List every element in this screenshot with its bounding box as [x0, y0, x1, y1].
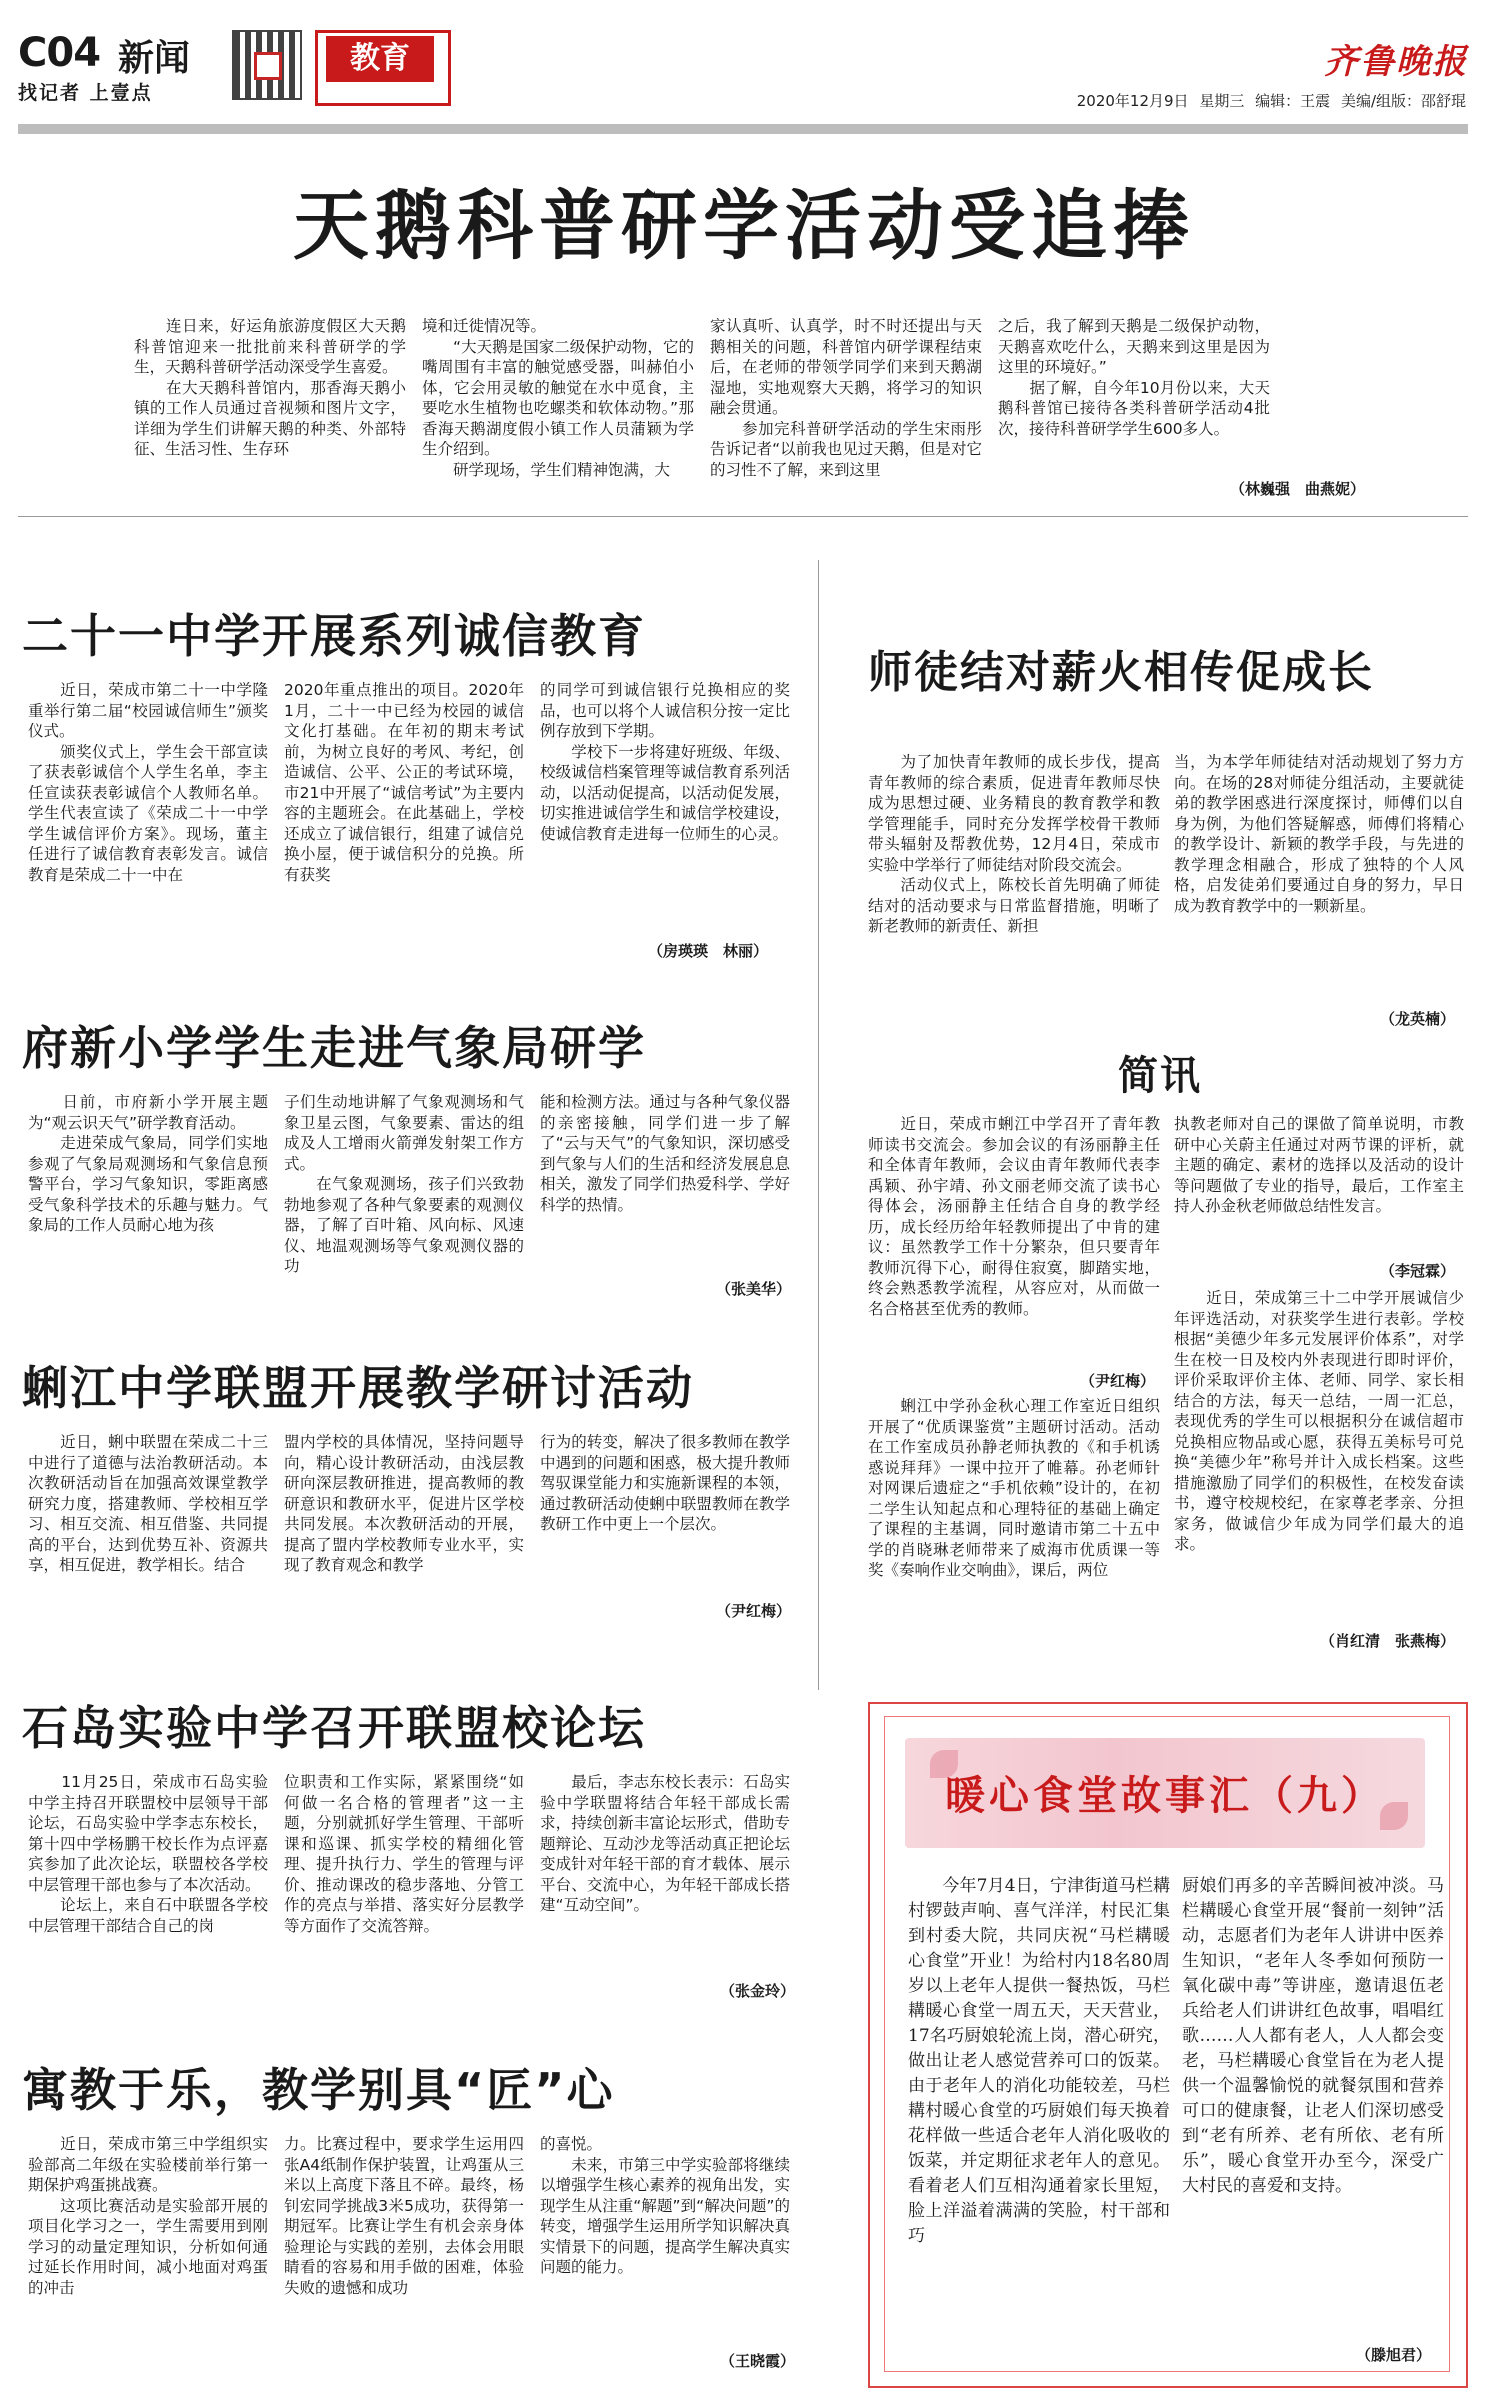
lead-headline: 天鹅科普研学活动受追捧	[293, 181, 1195, 270]
brief-byline-2: （李冠霖）	[1380, 1262, 1456, 1280]
brief-item-2: 蜊江中学孙金秋心理工作室近日组织开展了“优质课鉴赏”主题研讨活动。活动在工作室成员孙静老师执教的《和手机诱惑说拜拜》一课中拉开了帷幕。孙老师针对网课后遗症之“手机依赖”设计的，在初二学生认知起点和心理特征的基础上确定了课程的主基调，同时邀请市第二十五中学的肖晓琳老师带来了威海市优质课一等奖《奏响作业交响曲》，课后，两位	[868, 1397, 1160, 1579]
article-byline: （张金玲）	[720, 1982, 796, 2000]
article-col-1: 近日，荣成市第三中学组织实验部高二年级在实验楼前举行第一期保护鸡蛋挑战赛。 这项比赛活动是实验部开展的项目化学习之一，学生需要用到刚学习的动量定理知识，分析如何通过延长作用时间，减小地面对鸡蛋的冲击	[28, 2135, 268, 2297]
editor: 编辑：王震	[1255, 92, 1331, 110]
page-number: C04	[18, 30, 101, 76]
issue-weekday: 星期三	[1199, 92, 1245, 110]
brief-heading: 简讯	[1118, 1053, 1202, 1099]
designer: 美编/组版：邵舒琨	[1340, 92, 1466, 110]
issue-date: 2020年12月9日	[1076, 92, 1189, 110]
article-col-2: 位职责和工作实际，紧紧围绕“如何做一名合格的管理者”这一主题，分别就抓好学生管理、干部听课和巡课、抓实学校的精细化管理、提升执行力、学生的管理与评价、推动课改的稳步落地、分管工作的亮点与举措、落实好分层教学等方面作了交流答辩。	[284, 1773, 524, 1935]
feature-col-2: 厨娘们再多的辛苦瞬间被冲淡。马栏耩暖心食堂开展“餐前一刻钟”活动，志愿者们为老年人讲讲中医养生知识，“老年人冬季如何预防一氧化碳中毒”等讲座，邀请退伍老兵给老人们讲讲红色故事，唱唱红歌……人人都有老人，人人都会变老，马栏耩暖心食堂旨在为老人提供一个温馨愉悦的就餐氛围和营养可口的健康餐，让老人们深切感受到“老有所养、老有所依、老有所乐”，暖心食堂开办至今，深受广大村民的喜爱和支持。	[1182, 1876, 1444, 2196]
feature-banner-title: 暖心食堂故事汇（九）	[945, 1773, 1385, 1819]
brief-byline-3: （肖红清 张燕梅）	[1320, 1632, 1456, 1650]
column-divider	[818, 560, 819, 1690]
article-col-3: 的喜悦。 未来，市第三中学实验部将继续以增强学生核心素养的视角出发，实现学生从注重“解题”到“解决问题”的转变，增强学生运用所学知识解决真实情景下的问题，提高学生解决真实问题的能力。	[540, 2135, 790, 2276]
qr-code-icon[interactable]	[232, 30, 302, 100]
divider	[18, 516, 1468, 517]
article-col-1: 日前，市府新小学开展主题为“观云识天气”研学教育活动。 走进荣成气象局，同学们实地参观了气象局观测场和气象信息预警平台，学习气象知识，零距离感受气象科学技术的乐趣与魅力。气象局的工作人员耐心地为孩	[28, 1093, 268, 1234]
article-col-2: 当，为本学年师徒结对活动规划了努力方向。在场的28对师徒分组活动，主要就徒弟的教学困惑进行深度探讨，师傅们以自身为例，为他们答疑解惑，师傅们将精心的教学设计、新颖的教学手段，与先进的教学理念相融合，形成了独特的个人风格，启发徒弟们要通过自身的努力，早日成为教育教学中的一颗新星。	[1174, 753, 1464, 915]
brief-item-2-cont: 执教老师对自己的课做了简单说明，市教研中心关蔚主任通过对两节课的评析，就主题的确定、素材的选择以及活动的设计等问题做了专业的指导，最后，工作室主持人孙金秋老师做总结性发言。	[1174, 1115, 1464, 1215]
lead-byline: （林巍强 曲燕妮）	[1230, 480, 1366, 498]
feature-col-1: 今年7月4日，宁津街道马栏耩村锣鼓声响、喜气洋洋，村民汇集到村委大院，共同庆祝“马栏耩暖心食堂”开业！为给村内18名80周岁以上老年人提供一餐热饭，马栏耩暖心食堂一周五天，天天营业，17名巧厨娘轮流上岗，潜心研究，做出让老人感觉营养可口的饭菜。由于老年人的消化功能较差，马栏耩村暖心食堂的巧厨娘们每天换着花样做一些适合老年人消化吸收的饭菜，并定期征求老年人的意见。看着老人们互相沟通着家长里短，脸上洋溢着满满的笑脸，村干部和巧	[908, 1876, 1170, 2246]
article-byline: （尹红梅）	[716, 1602, 792, 1620]
article-col-1: 11月25日，荣成市石岛实验中学主持召开联盟校中层领导干部论坛，石岛实验中学李志东校长，第十四中学杨鹏干校长作为点评嘉宾参加了此次论坛，联盟校各学校中层管理干部也参与了本次活动。 论坛上，来自石中联盟各学校中层管理干部结合自己的岗	[28, 1773, 268, 1935]
article-col-1: 近日，荣成市第二十一中学隆重举行第二届“校园诚信师生”颁奖仪式。 颁奖仪式上，学生会干部宣读了获表彰诚信个人学生名单，李主任宣读获表彰诚信个人教师名单。学生代表宣读了《荣成二十一中学学生诚信评价方案》。现场，董主任进行了诚信教育表彰发言。诚信教育是荣成二十一中在	[28, 681, 268, 884]
article-col-1: 为了加快青年教师的成长步伐，提高青年教师的综合素质，促进青年教师尽快成为思想过硬、业务精良的教育教学和教学管理能手，同时充分发挥学校骨干教师带头辐射及帮教优势，12月4日，荣成市实验中学举行了师徒结对阶段交流会。 活动仪式上，陈校长首先明确了师徒结对的活动要求与日常监督措施，明晰了新老教师的新责任、新担	[868, 753, 1160, 935]
article-col-2: 盟内学校的具体情况，坚持问题导向，精心设计教研活动，由浅层教研向深层教研推进，提高教师的教研意识和教研水平，促进片区学校共同发展。本次教研活动的开展，提高了盟内学校教师专业水平，实现了教育观念和教学	[284, 1433, 524, 1574]
article-col-3: 行为的转变，解决了很多教师在教学中遇到的问题和困惑，极大提升教师驾驭课堂能力和实施新课程的本领，通过教研活动使蜊中联盟教师在教学教研工作中更上一个层次。	[540, 1433, 790, 1533]
feature-byline: （滕旭君）	[1356, 2346, 1432, 2364]
lead-col-4: 之后，我了解到天鹅是二级保护动物，天鹅喜欢吃什么，天鹅来到这里是因为这里的环境好。” 据了解，自今年10月份以来，大天鹅科普馆已接待各类科普研学活动4批次，接待科普研学学生600多人。	[998, 317, 1270, 438]
article-headline: 府新小学学生走进气象局研学	[22, 1021, 646, 1075]
brief-byline-1: （尹红梅）	[1080, 1372, 1156, 1390]
article-col-3: 的同学可到诚信银行兑换相应的奖品，也可以将个人诚信积分按一定比例存放到下学期。 学校下一步将建好班级、年级、校级诚信档案管理等诚信教育系列活动，以活动促提高，以活动促发展，切实推进诚信学生和诚信学校建设，使诚信教育走进每一位师生的心灵。	[540, 681, 790, 843]
article-col-2: 2020年重点推出的项目。2020年1月，二十一中已经为校园的诚信文化打基础。在年初的期末考试前，为树立良好的考风、考纪，创造诚信、公平、公正的考试环境，市21中开展了“诚信考试”为主要内容的主题班会。在此基础上，学校还成立了诚信银行，组建了诚信兑换小屋，便于诚信积分的兑换。所有获奖	[284, 681, 524, 884]
masthead-rule	[18, 124, 1468, 134]
article-byline: （张美华）	[716, 1280, 792, 1298]
section-tag: 教育	[326, 36, 434, 82]
article-col-1: 近日，蜊中联盟在荣成二十三中进行了道德与法治教研活动。本次教研活动旨在加强高效课堂教学研究力度，搭建教师、学校相互学习、相互交流、相互借鉴、共同提高的平台，达到优势互补、资源共享，相互促进，教学相长。结合	[28, 1433, 268, 1574]
article-col-3: 最后，李志东校长表示：石岛实验中学联盟将结合年轻干部成长需求，持续创新丰富论坛形式，借助专题辩论、互动沙龙等活动真正把论坛变成针对年轻干部的育才载体、展示平台、交流中心，为年轻干部成长搭建“互动空间”。	[540, 1773, 790, 1914]
lead-col-1: 连日来，好运角旅游度假区大天鹅科普馆迎来一批批前来科普研学的学生，天鹅科普研学活动深受学生喜爱。 在大天鹅科普馆内，那香海天鹅小镇的工作人员通过音视频和图片文字，详细为学生们讲解天鹅的种类、外部特征、生活习性、生存环	[134, 317, 406, 458]
article-byline: （龙英楠）	[1380, 1010, 1456, 1028]
dateline	[1077, 90, 1466, 111]
section-name: 新闻	[118, 38, 191, 79]
brief-item-1: 近日，荣成市蜊江中学召开了青年教师读书交流会。参加会议的有汤丽静主任和全体青年教师，会议由青年教师代表李禹颖、孙宇靖、孙文丽老师交流了读书心得体会，汤丽静主任结合自身的教学经历，成长经历给年轻教师提出了中肯的建议：虽然教学工作十分繁杂，但只要青年教师沉得下心，耐得住寂寞，脚踏实地，终会熟悉教学流程，从容应对，从而做一名合格甚至优秀的教师。	[868, 1115, 1160, 1318]
newspaper-logo: 齐鲁晚报	[1324, 42, 1468, 82]
article-byline: （王晓霞）	[720, 2352, 796, 2370]
article-headline: 二十一中学开展系列诚信教育	[22, 609, 646, 663]
article-col-2: 子们生动地讲解了气象观测场和气象卫星云图，气象要素、雷达的组成及人工增雨火箭弹发射架工作方式。 在气象观测场，孩子们兴致勃勃地参观了各种气象要素的观测仪器，了解了百叶箱、风向标、风速仪、地温观测场等气象观测仪器的功	[284, 1093, 524, 1275]
article-byline: （房瑛瑛 林丽）	[648, 942, 769, 960]
lead-col-3: 家认真听、认真学，时不时还提出与天鹅相关的问题，科普馆内研学课程结束后，在老师的带领学同学们来到天鹅湖湿地，实地观察大天鹅，将学习的知识融会贯通。 参加完科普研学活动的学生宋雨彤告诉记者“以前我也见过天鹅，但是对它的习性不了解，来到这里	[710, 317, 982, 479]
slogan: 找记者 上壹点	[18, 82, 153, 104]
brief-item-3: 近日，荣成第三十二中学开展诚信少年评选活动，对获奖学生进行表彰。学校根据“美德少年多元发展评价体系”，对学生在校一日及校内外表现进行即时评价，评价采取评价主体、老师、同学、家长相结合的方法，每天一总结，一周一汇总，表现优秀的学生可以根据积分在诚信超市兑换相应物品或心愿，获得五美标号可兑换“美德少年”称号并计入成长档案。这些措施激励了同学们的积极性，在校发奋读书，遵守校规校纪，在家尊老孝亲、分担家务，做诚信少年成为同学们最大的追求。	[1174, 1289, 1464, 1553]
article-headline: 师徒结对薪火相传促成长	[868, 647, 1374, 698]
lead-col-2: 境和迁徙情况等。 “大天鹅是国家二级保护动物，它的嘴周围有丰富的触觉感受器，叫赫伯小体，它会用灵敏的触觉在水中觅食，主要吃水生植物也吃螺类和软体动物。”那香海天鹅湖度假小镇工作人员蒲颖为学生介绍到。 研学现场，学生们精神饱满，大	[422, 317, 694, 479]
article-col-3: 能和检测方法。通过与各种气象仪器的亲密接触，同学们进一步了解了“云与天气”的气象知识，深切感受到气象与人们的生活和经济发展息息相关，激发了同学们热爱科学、学好科学的热情。	[540, 1093, 790, 1214]
article-headline: 蜊江中学联盟开展教学研讨活动	[22, 1361, 694, 1415]
article-headline: 石岛实验中学召开联盟校论坛	[22, 1701, 646, 1755]
article-col-2: 力。比赛过程中，要求学生运用四张A4纸制作保护装置，让鸡蛋从三米以上高度下落且不碎。最终，杨钊宏同学挑战3米5成功，获得第一期冠军。比赛让学生有机会亲身体验理论与实践的差别，去体会用眼睛看的容易和用手做的困难，体验失败的遗憾和成功	[284, 2135, 524, 2297]
article-headline: 寓教于乐，教学别具“匠”心	[22, 2063, 615, 2117]
